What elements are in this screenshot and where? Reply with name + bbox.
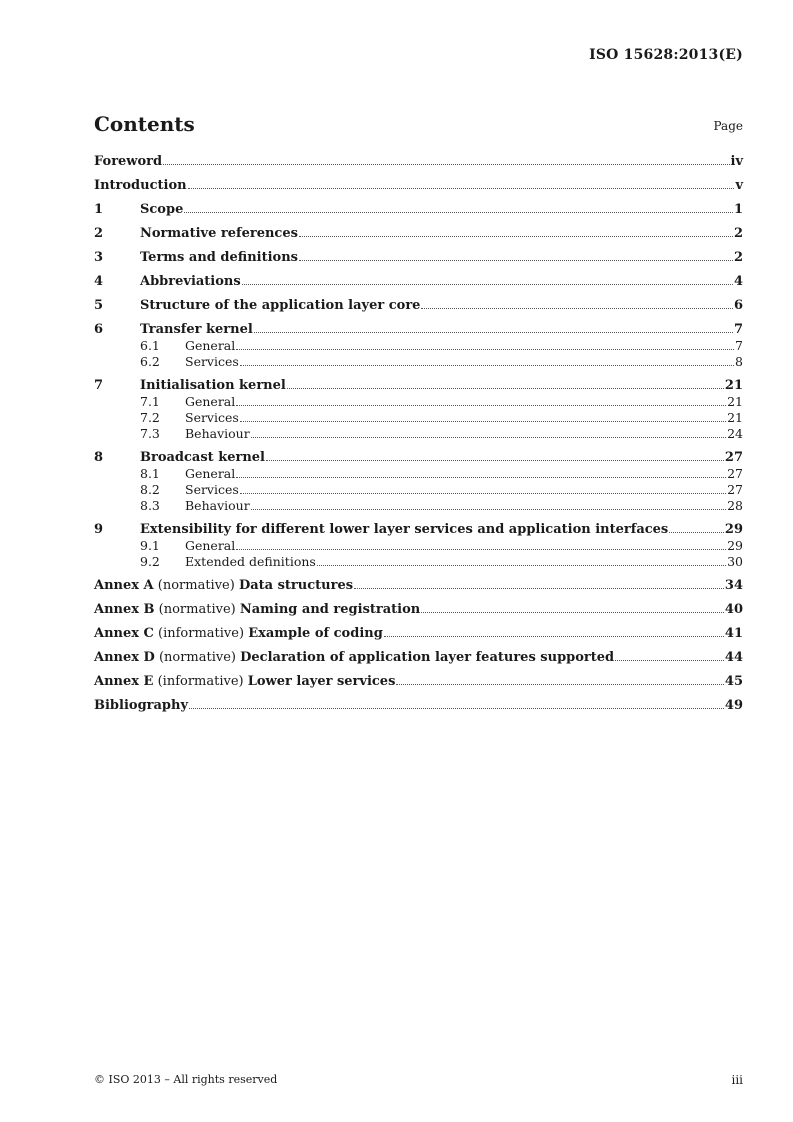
toc-entry-title: Broadcast kernel <box>140 450 265 465</box>
toc-entry-page: 44 <box>724 650 743 665</box>
toc-subentry[interactable] <box>94 426 743 442</box>
dot-leader <box>251 507 726 510</box>
toc-entry-title: Terms and definitions <box>140 250 298 265</box>
dot-leader <box>266 458 724 461</box>
dot-leader <box>240 491 726 494</box>
copyright-notice: © ISO 2013 – All rights reserved <box>94 1073 278 1086</box>
toc-entry-title: Initialisation kernel <box>140 378 286 393</box>
toc-entry-page: 40 <box>724 602 743 617</box>
toc-entry-page: iv <box>730 154 743 169</box>
dot-leader <box>189 706 724 709</box>
toc-entry-title: Introduction <box>94 178 187 193</box>
dot-leader <box>242 282 733 285</box>
toc-subentry[interactable] <box>94 466 743 482</box>
toc-entry-number: 6 <box>94 322 104 337</box>
toc-subentry[interactable] <box>94 498 743 514</box>
toc-entry-page: 6 <box>733 298 743 313</box>
dot-leader <box>240 419 726 422</box>
toc-entry-title: General <box>185 338 236 353</box>
toc-entry[interactable] <box>94 522 743 538</box>
dot-leader <box>669 530 724 533</box>
toc-entry-number: 8.2 <box>140 482 160 497</box>
toc-entry-title: Scope <box>140 202 184 217</box>
toc-entry-title <box>94 578 353 594</box>
toc-entry[interactable] <box>94 202 743 218</box>
dot-leader <box>287 386 724 389</box>
toc-entry[interactable] <box>94 626 743 642</box>
toc-subentry[interactable] <box>94 338 743 354</box>
toc-entry[interactable] <box>94 450 743 466</box>
toc-subentry[interactable] <box>94 354 743 370</box>
table-of-contents <box>94 154 743 714</box>
toc-entry-title: Transfer kernel <box>140 322 253 337</box>
page-number: iii <box>731 1073 743 1087</box>
toc-entry[interactable] <box>94 274 743 290</box>
annex-title: Data structures <box>238 578 354 593</box>
toc-entry-number: 6.1 <box>140 338 160 353</box>
toc-entry-page: 34 <box>724 578 743 593</box>
toc-entry-title <box>94 650 614 666</box>
dot-leader <box>251 435 726 438</box>
toc-entry-page: 2 <box>733 250 743 265</box>
dot-leader <box>299 258 733 261</box>
toc-entry-number: 7 <box>94 378 104 393</box>
toc-entry[interactable] <box>94 178 743 194</box>
toc-entry-number: 8.1 <box>140 466 160 481</box>
toc-entry[interactable] <box>94 250 743 266</box>
dot-leader <box>188 186 735 189</box>
toc-subentry[interactable] <box>94 538 743 554</box>
toc-entry-number: 8 <box>94 450 104 465</box>
toc-subentry[interactable] <box>94 554 743 570</box>
toc-entry-title: Behaviour <box>185 498 250 513</box>
dot-leader <box>384 634 724 637</box>
page-column-label: Page <box>713 119 743 133</box>
toc-entry-number: 9 <box>94 522 104 537</box>
toc-entry-page: 45 <box>724 674 743 689</box>
toc-subentry[interactable] <box>94 482 743 498</box>
toc-entry-title: General <box>185 538 236 553</box>
toc-entry-title <box>94 674 395 690</box>
toc-entry-page: 8 <box>735 354 743 369</box>
toc-entry-title: Structure of the application layer core <box>140 298 421 313</box>
dot-leader <box>236 547 726 550</box>
annex-kind: (normative) <box>153 578 239 593</box>
toc-entry[interactable] <box>94 322 743 338</box>
toc-entry-page: 41 <box>724 626 743 641</box>
toc-entry-page: 28 <box>727 498 743 513</box>
toc-entry-number: 2 <box>94 226 104 241</box>
toc-entry-number: 1 <box>94 202 104 217</box>
annex-title: Declaration of application layer features supported <box>240 650 615 665</box>
dot-leader <box>236 347 734 350</box>
dot-leader <box>299 234 733 237</box>
toc-entry-title: Services <box>185 410 239 425</box>
toc-entry-page: 4 <box>733 274 743 289</box>
toc-entry-page: 7 <box>735 338 743 353</box>
toc-entry-number: 9.2 <box>140 554 160 569</box>
toc-entry-title: Behaviour <box>185 426 250 441</box>
toc-entry-title: Abbreviations <box>140 274 241 289</box>
dot-leader <box>396 682 724 685</box>
annex-kind: (normative) <box>154 602 240 617</box>
toc-entry[interactable] <box>94 674 743 690</box>
dot-leader <box>254 330 733 333</box>
annex-kind: (normative) <box>154 650 241 665</box>
toc-entry[interactable] <box>94 602 743 618</box>
annex-kind: (informative) <box>153 626 249 641</box>
toc-subentry[interactable] <box>94 394 743 410</box>
toc-entry-number: 5 <box>94 298 104 313</box>
toc-entry-number: 8.3 <box>140 498 160 513</box>
toc-title: Contents <box>94 112 195 136</box>
toc-entry-number: 9.1 <box>140 538 160 553</box>
toc-entry-page: 1 <box>733 202 743 217</box>
toc-entry-page: 24 <box>727 426 743 441</box>
toc-entry-page: 49 <box>724 698 743 713</box>
dot-leader <box>236 475 726 478</box>
toc-entry-number: 3 <box>94 250 104 265</box>
dot-leader <box>184 210 733 213</box>
toc-entry-title <box>94 626 383 642</box>
toc-entry-title <box>94 602 420 618</box>
toc-entry-number: 6.2 <box>140 354 160 369</box>
toc-entry-page: 21 <box>727 394 743 409</box>
toc-entry[interactable] <box>94 650 743 666</box>
dot-leader <box>615 658 724 661</box>
annex-label: Annex C <box>94 626 154 641</box>
toc-entry-number: 7.1 <box>140 394 160 409</box>
toc-entry-title: Normative references <box>140 226 298 241</box>
annex-kind: (informative) <box>153 674 248 689</box>
toc-entry-title: Services <box>185 482 239 497</box>
toc-entry-title: General <box>185 466 236 481</box>
toc-entry-title: General <box>185 394 236 409</box>
dot-leader <box>354 586 724 589</box>
toc-entry[interactable] <box>94 698 743 714</box>
annex-title: Naming and registration <box>239 602 421 617</box>
toc-entry-page: 2 <box>733 226 743 241</box>
annex-label: Annex D <box>94 650 155 665</box>
toc-entry[interactable] <box>94 298 743 314</box>
dot-leader <box>421 306 733 309</box>
dot-leader <box>236 403 726 406</box>
toc-entry[interactable] <box>94 378 743 394</box>
toc-entry-title: Bibliography <box>94 698 189 713</box>
toc-entry-page: 21 <box>724 378 743 393</box>
document-id: ISO 15628:2013(E) <box>589 47 743 63</box>
toc-entry-title: Services <box>185 354 239 369</box>
annex-label: Annex B <box>94 602 155 617</box>
toc-entry[interactable] <box>94 154 743 170</box>
toc-entry-title: Extensibility for different lower layer services and application interfaces <box>140 522 669 537</box>
dot-leader <box>163 162 729 165</box>
annex-label: Annex A <box>94 578 154 593</box>
dot-leader <box>421 610 724 613</box>
annex-title: Lower layer services <box>247 674 396 689</box>
toc-entry-page: 30 <box>727 554 743 569</box>
toc-entry-page: v <box>735 178 743 193</box>
toc-subentry[interactable] <box>94 410 743 426</box>
toc-entry-number: 7.3 <box>140 426 160 441</box>
toc-entry-page: 21 <box>727 410 743 425</box>
annex-title: Example of coding <box>248 626 383 641</box>
toc-entry-page: 27 <box>724 450 743 465</box>
toc-entry-title: Foreword <box>94 154 163 169</box>
toc-entry-number: 4 <box>94 274 104 289</box>
toc-entry-page: 27 <box>727 466 743 481</box>
dot-leader <box>317 563 726 566</box>
toc-entry-title: Extended definitions <box>185 554 316 569</box>
dot-leader <box>240 363 734 366</box>
toc-entry[interactable] <box>94 578 743 594</box>
toc-entry-page: 29 <box>727 538 743 553</box>
toc-entry-page: 27 <box>727 482 743 497</box>
annex-label: Annex E <box>94 674 154 689</box>
toc-entry-page: 7 <box>733 322 743 337</box>
toc-entry-page: 29 <box>724 522 743 537</box>
toc-entry[interactable] <box>94 226 743 242</box>
toc-entry-number: 7.2 <box>140 410 160 425</box>
